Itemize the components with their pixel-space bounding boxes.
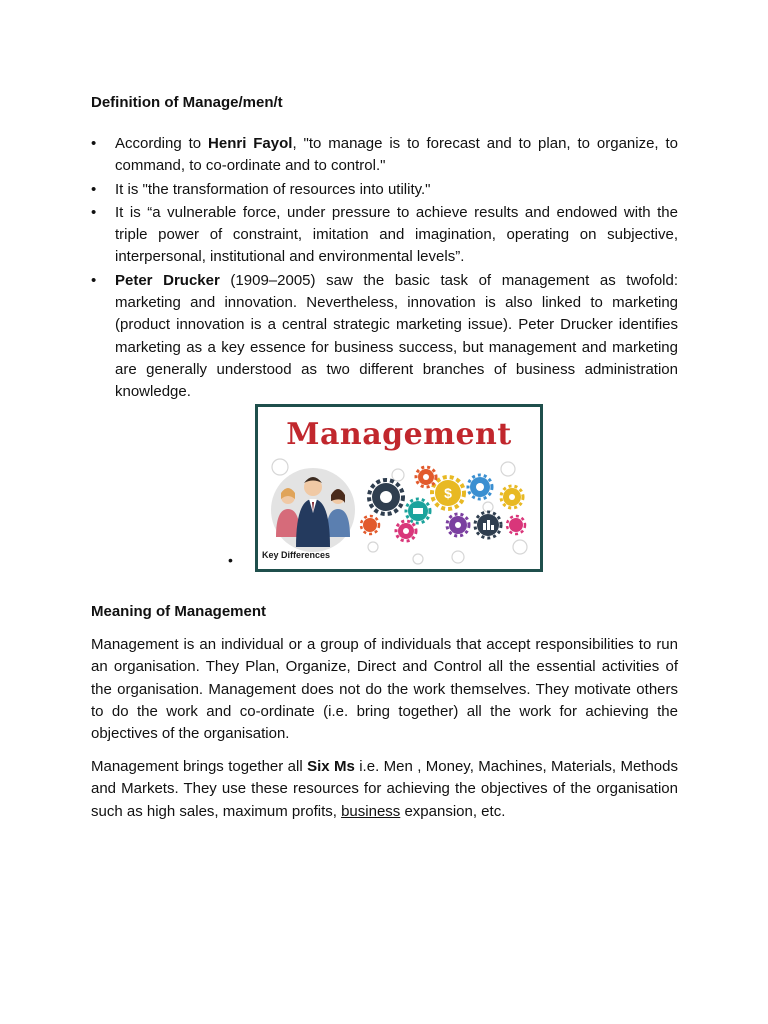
- item-text-pre: It is “a vulnerable force, under pressure to achieve results and endowed with the triple power of constraint, imitation and imagination, operating on subjective, interpersonal, institutional and environmental levels”.: [115, 203, 678, 266]
- six-ms-bold: Six Ms: [307, 758, 355, 775]
- para2-text-post: expansion, etc.: [400, 802, 506, 820]
- item-text-post: , "to manage is to forecast and to plan, to organize, to command, to co-ordinate and to control.": [115, 135, 679, 175]
- section-heading-definition: Definition of Manage/men/t: [91, 94, 283, 111]
- svg-text:$: $: [444, 485, 452, 501]
- definition-list: [91, 133, 678, 405]
- bullet-icon: •: [91, 271, 97, 289]
- meaning-paragraph-1: Management is an individual or a group of individuals that accept responsibilities to run an organisation. They Plan, Organize, Direct and Control all the essential activities of the organisation. Management does not do the work themselves. They motivate others to do the work and co-ordinate (i.e. bring together) all the work for achieving the objectives of the organisation.: [91, 636, 678, 743]
- list-item: [91, 202, 678, 269]
- para2-text-pre: Management brings together all: [91, 758, 308, 775]
- business-link[interactable]: business: [341, 802, 401, 820]
- meaning-paragraph-2: [91, 756, 678, 823]
- bullet-icon: •: [91, 203, 97, 221]
- gear-cluster-icon: [361, 467, 525, 541]
- item-text-pre: It is "the transformation of resources into utility.": [115, 180, 431, 198]
- bullet-icon: •: [91, 180, 97, 198]
- list-item: [91, 270, 678, 404]
- list-item: [91, 179, 678, 201]
- bullet-icon: •: [91, 135, 97, 152]
- bullet-icon: •: [228, 552, 233, 568]
- illustration-caption: Key Differences: [262, 550, 331, 560]
- section-heading-meaning: Meaning of Management: [91, 603, 267, 620]
- management-illustration: [255, 404, 543, 572]
- item-text-post: (1909–2005) saw the basic task of management as twofold: marketing and innovation. Nevertheless, innovation is also linked to marketing (product innovation is a central strategic marketing issue). Peter Drucker identifies marketing as a key essence for business success, but management and marketing are generally understood as two different branches of business administration knowledge.: [115, 271, 678, 401]
- list-item: [91, 133, 678, 178]
- figure-block: [228, 404, 540, 570]
- item-text-bold: Henri Fayol: [208, 135, 293, 152]
- item-text-bold: Peter Drucker: [115, 271, 220, 289]
- illustration-title: Management: [286, 417, 512, 452]
- item-text-pre: According to: [115, 135, 209, 152]
- illustration-graphic: [258, 407, 540, 569]
- para2-text-mid: i.e. Men , Money, Machines, Materials, Methods and Markets. They use these resources for achieving the objectives of the organisation such as high sales, maximum profits,: [91, 758, 678, 820]
